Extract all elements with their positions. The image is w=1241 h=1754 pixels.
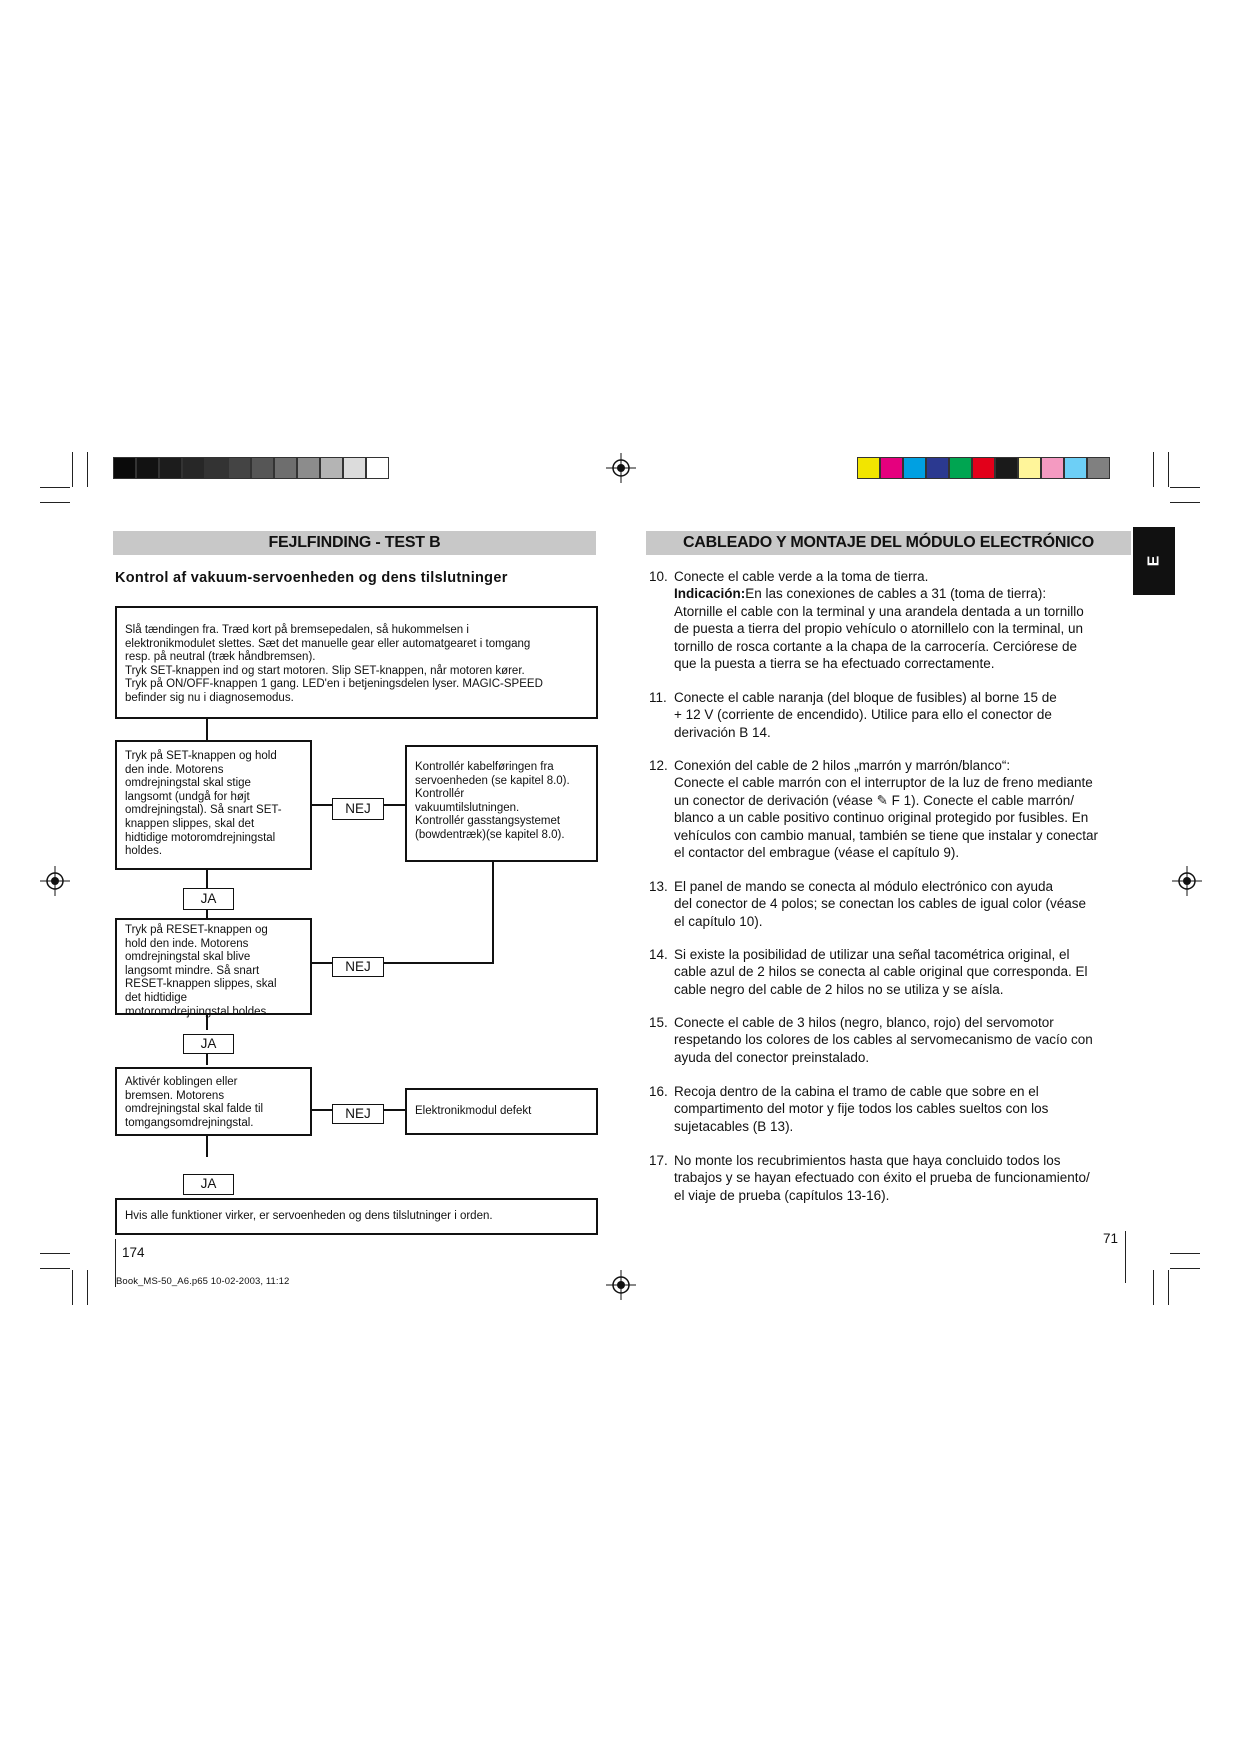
item-line: Conexión del cable de 2 hilos „marrón y marrón/blanco“: — [674, 758, 1011, 773]
item-line: vehículos con cambio manual, también se tiene que instalar y conectar — [674, 827, 1098, 843]
list-item — [649, 757, 1135, 861]
item-number: 10. — [649, 569, 668, 584]
step-line: det hidtidige — [125, 991, 188, 1004]
list-item — [649, 1152, 1135, 1204]
color-swatch — [949, 457, 972, 479]
registration-mark-icon — [40, 866, 70, 896]
item-line: Atornille el cable con la terminal y una arandela dentada a un tornillo — [674, 603, 1084, 619]
item-line: sujetacables (B 13). — [674, 1118, 794, 1134]
item-number: 17. — [649, 1153, 668, 1168]
check-line: vakuumtilslutningen. — [415, 801, 520, 814]
list-item — [649, 1014, 1135, 1066]
check-connections-box — [405, 745, 598, 862]
no-label: NEJ — [332, 957, 384, 977]
item-number: 16. — [649, 1084, 668, 1099]
color-swatch — [182, 457, 205, 479]
connector-line — [381, 962, 493, 964]
step-line: hidtidige motoromdrejningstal — [125, 831, 276, 844]
connector-line — [492, 861, 494, 964]
item-line: Conecte el cable marrón con el interruptor de la luz de freno mediante — [674, 775, 1093, 791]
instruction-line: elektronikmodulet slettes. Sæt det manuelle gear eller automatgearet i tomgang — [125, 637, 531, 650]
step-line: Tryk på SET-knappen og hold — [125, 750, 277, 762]
step-reset-button-box — [115, 918, 312, 1018]
item-line: cable negro del cable de 2 hilos no se utiliza y se aísla. — [674, 981, 1004, 997]
check-line: Kontrollér — [415, 788, 465, 801]
color-swatch — [274, 457, 297, 479]
step-line: omdrejningstal). Så snart SET- — [125, 804, 282, 817]
color-swatch — [926, 457, 949, 479]
instruction-line: Tryk SET-knappen ind og start motoren. Slip SET-knappen, når motoren kører. — [125, 664, 525, 677]
color-swatch — [136, 457, 159, 479]
step-line: omdrejningstal skal blive — [125, 951, 251, 964]
color-swatch — [228, 457, 251, 479]
instruction-line: resp. på neutral (træk håndbremsen). — [125, 651, 316, 664]
color-swatch — [1018, 457, 1041, 479]
no-label: NEJ — [332, 1104, 384, 1124]
list-item — [649, 1083, 1135, 1135]
item-line: compartimento del motor y fije todos los cables sueltos con los — [674, 1101, 1049, 1117]
color-swatch — [320, 457, 343, 479]
yes-label: JA — [183, 1174, 234, 1195]
color-swatch — [1041, 457, 1064, 479]
check-line: Kontrollér gasstangsystemet — [415, 815, 561, 828]
yes-label: JA — [183, 1034, 234, 1054]
item-line: tornillo de rosca cortante a la chapa de la carrocería. Cerciórese de — [674, 638, 1077, 654]
item-number: 11. — [649, 690, 667, 705]
step-clutch-box — [115, 1067, 312, 1136]
item-line: trabajos y se hayan efectuado con éxito el prueba de funcionamiento/ — [674, 1170, 1090, 1186]
page-title-right: CABLEADO Y MONTAJE DEL MÓDULO ELECTRÓNICO — [646, 531, 1131, 555]
page-title-left: FEJLFINDING - TEST B — [113, 531, 596, 555]
color-swatch — [113, 457, 136, 479]
item-line: Conecte el cable de 3 hilos (negro, blanco, rojo) del servomotor — [674, 1015, 1054, 1030]
step-line: bremsen. Motorens — [125, 1089, 225, 1102]
step-line: langsomt (undgå for højt — [125, 790, 250, 803]
no-label: NEJ — [332, 798, 384, 820]
item-number: 14. — [649, 947, 668, 962]
step-line: RESET-knappen slippes, skal — [125, 978, 277, 991]
page-number-rule — [1125, 1231, 1126, 1283]
instruction-line: Tryk på ON/OFF-knappen 1 gang. LED'en i betjeningsdelen lyser. MAGIC-SPEED — [125, 678, 543, 691]
language-tab-label: E — [1144, 555, 1162, 567]
color-swatch — [903, 457, 926, 479]
step-line: langsomt mindre. Så snart — [125, 964, 260, 977]
item-line: el capítulo 10). — [674, 913, 763, 929]
item-line: En las conexiones de cables a 31 (toma de tierra): — [745, 586, 1047, 602]
page-number-left: 174 — [122, 1245, 145, 1260]
color-swatch — [880, 457, 903, 479]
page-number-rule — [115, 1239, 116, 1267]
intro-instructions-box — [115, 606, 598, 719]
step-line: omdrejningstal skal falde til — [125, 1103, 264, 1116]
step-line: knappen slippes, skal det — [125, 817, 255, 830]
color-swatch — [251, 457, 274, 479]
item-line: ayuda del conector preinstalado. — [674, 1049, 870, 1065]
step-line: den inde. Motorens — [125, 763, 224, 776]
color-swatch — [995, 457, 1018, 479]
color-swatch — [857, 457, 880, 479]
item-line: respetando los colores de los cables al servomecanismo de vacío con — [674, 1032, 1093, 1048]
color-swatch — [1064, 457, 1087, 479]
page-number-right: 71 — [1103, 1231, 1119, 1246]
item-line: del conector de 4 polos; se conectan los cables de igual color (véase — [674, 896, 1087, 912]
color-swatch — [1087, 457, 1110, 479]
item-line: Conecte el cable naranja (del bloque de fusibles) al borne 15 de — [674, 690, 1057, 705]
item-line: No monte los recubrimientos hasta que haya concluido todos los — [674, 1153, 1061, 1168]
list-item — [649, 946, 1135, 998]
connector-line — [206, 718, 208, 740]
color-swatch — [297, 457, 320, 479]
color-swatch — [366, 457, 389, 479]
instruction-line: befinder sig nu i diagnosemodus. — [125, 691, 294, 704]
item-line: que la puesta a tierra se ha efectuado correctamente. — [674, 656, 995, 672]
connector-line — [206, 1135, 208, 1157]
item-line: Conecte el cable verde a la toma de tierra. — [674, 569, 929, 584]
item-line: Recoja dentro de la cabina el tramo de cable que sobre en el — [674, 1084, 1039, 1099]
print-footer: Book_MS-50_A6.p65 10-02-2003, 11:12 — [116, 1276, 290, 1287]
color-swatch — [205, 457, 228, 479]
item-line: un conector de derivación (véase ✎ F 1). Conecte el cable marrón/ — [674, 792, 1075, 808]
check-line: servoenheden (se kapitel 8.0). — [415, 774, 570, 787]
item-line: + 12 V (corriente de encendido). Utilice para ello el conector de — [674, 707, 1052, 723]
item-line: El panel de mando se conecta al módulo electrónico con ayuda — [674, 879, 1053, 894]
section-subtitle: Kontrol af vakuum-servoenheden og dens tilslutninger — [115, 570, 508, 586]
registration-mark-icon — [606, 1270, 636, 1300]
instruction-line: Slå tændingen fra. Træd kort på bremsepedalen, så hukommelsen i — [125, 624, 469, 636]
step-line: Tryk på RESET-knappen og — [125, 924, 268, 936]
module-defect-box: Elektronikmodul defekt — [405, 1088, 598, 1135]
check-line: Kontrollér kabelføringen fra — [415, 761, 554, 773]
list-item — [649, 878, 1135, 930]
color-swatch — [343, 457, 366, 479]
step-line: hold den inde. Motorens — [125, 937, 249, 950]
yes-label: JA — [183, 888, 234, 910]
color-swatch — [972, 457, 995, 479]
step-line: holdes. — [125, 845, 163, 858]
step-set-button-box — [115, 740, 312, 870]
list-item — [649, 568, 1135, 672]
list-item — [649, 689, 1135, 741]
step-line: tomgangsomdrejningstal. — [125, 1116, 254, 1129]
check-line: (bowdentræk)(se kapitel 8.0). — [415, 828, 565, 841]
step-line: Aktivér koblingen eller — [125, 1076, 238, 1088]
item-line: cable azul de 2 hilos se conecta al cable original que corresponda. El — [674, 964, 1088, 980]
item-number: 13. — [649, 879, 668, 894]
note-prefix: Indicación: — [674, 586, 746, 602]
item-number: 12. — [649, 758, 668, 773]
color-swatch — [159, 457, 182, 479]
registration-mark-icon — [606, 453, 636, 483]
result-ok-box: Hvis alle funktioner virker, er servoenheden og dens tilslutninger i orden. — [115, 1198, 598, 1235]
item-line: el contactor del embrague (véase el capítulo 9). — [674, 845, 960, 861]
item-line: de puesta a tierra del propio vehículo o atornillelo con la terminal, un — [674, 621, 1083, 637]
registration-mark-icon — [1172, 866, 1202, 896]
step-line: motoromdrejningstal holdes. — [125, 1005, 270, 1018]
item-number: 15. — [649, 1015, 668, 1030]
language-tab — [1133, 527, 1175, 595]
item-line: Si existe la posibilidad de utilizar una señal tacométrica original, el — [674, 947, 1070, 962]
item-line: derivación B 14. — [674, 724, 771, 740]
item-line: blanco a un cable positivo continuo original protegido por fusibles. En — [674, 810, 1089, 826]
item-line: el viaje de prueba (capítulos 13-16). — [674, 1187, 890, 1203]
step-line: omdrejningstal skal stige — [125, 777, 251, 790]
